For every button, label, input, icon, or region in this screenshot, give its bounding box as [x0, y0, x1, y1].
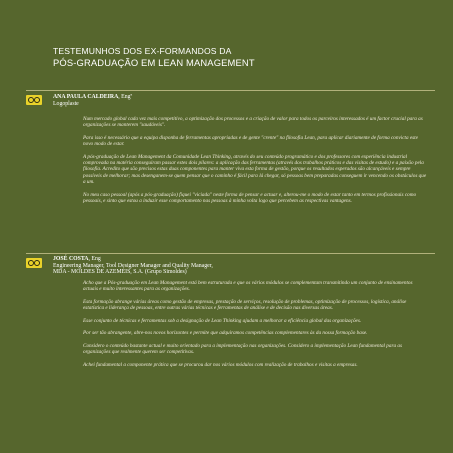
title-line-1: TESTEMUNHOS DOS EX-FORMANDOS DA	[53, 46, 232, 56]
title-line-2: PÓS-GRADUAÇÃO EM LEAN MANAGEMENT	[53, 57, 255, 68]
mask-icon	[26, 258, 42, 268]
author-company: MDA - MOLDES DE AZEMÉIS, S.A. (Grupo Simoldes)	[53, 269, 187, 276]
testimonial-paragraph: Considero o conteúdo bastante actual e muito orientado para a implementação nas organizações. Considero a implementação Lean fundamental para as organizações que realmente querem ser competitivas.	[83, 342, 403, 356]
testimonial-body	[83, 280, 428, 374]
testimonial-paragraph: Por ser tão abrangente, abre-nos novos horizontes e permite que adquiramos competências complementares às da nossa formação base.	[83, 330, 368, 337]
testimonial-paragraph: Acho que a Pós-graduação em Lean Management está bem estruturada e que os vários módulos se complementam transmitindo um conjunto de ensinamentos actuais e muito interessantes para as organizações.	[83, 280, 413, 293]
testimonial-paragraph: Num mercado global cada vez mais competitivo, a optimização dos processos e a criação de valor para todos os parceiros interessados é um factor crucial para as organizações se manterem "saudáveis".	[83, 116, 423, 129]
testimonial-paragraph: Achei fundamental a componente prática que se procurou dar nos vários módulos com realização de trabalhos e visitas a empresas.	[83, 361, 358, 368]
testimonial-paragraph: No meu caso pessoal (após a pós-graduação) fiquei "viciada" neste forma de pensar e actuar e, alterou-me o modo de estar tanto em termos profissionais como pessoais, e sinto que estou a induzir esse comportamento nas pessoas à minha volta logo que percebem as respectivas vantagens.	[83, 191, 417, 204]
mask-icon	[26, 95, 42, 105]
author-name: ANA PAULA CALDEIRA	[53, 94, 119, 100]
testimonial-paragraph: Para isso é necessário que a equipa disponha de ferramentas apropriadas e de gente "crente" na filosofia Lean, para aplicar diariamente de forma convicta este novo modo de estar.	[83, 134, 418, 148]
testimonial-paragraph: A pós-graduação de Lean Management da Comunidade Lean Thinking, através do seu conteúdo programático e dos professores com experiência industrial comprovada na matéria conseguiram passar estes dois pilares: a aplicação das ferramentas (através dos trabalhos práticos e das visitas de estudo) e a paixão pela filosofia. Acredito que são precisos estas duas componentes para manter viva esta forma de gestão, porque os resultados esperados são alcançáveis e sempre possíveis de melhorar; mas desenganem-se quem pensar que o caminho é fácil para lá chegar, só pessoas bem preparadas conseguem ir vencendo os obstáculos que a um.	[83, 153, 427, 186]
author-name: JOSÉ COSTA	[53, 256, 89, 262]
testimonial-paragraph: Esse conjunto de técnicas e ferramentas sob a designação de Lean Thinking ajudam a melhorar a eficiência global das organizações.	[83, 317, 362, 324]
testimonial-author	[53, 256, 213, 276]
testimonial-body	[83, 116, 428, 211]
author-title: , Eng	[88, 256, 101, 262]
author-company: Logoplaste	[53, 100, 79, 107]
testimonial-author	[53, 94, 132, 107]
author-title: , Engª	[118, 94, 133, 100]
testimonial-paragraph: Esta formação abrange várias áreas como gestão de empresas, prestação de serviços, resolução de problemas, optimização de processos, logística, análise estatística e liderança de pessoas, entre outras várias técnicas e ferramentas de análise e de decisão nas diversas áreas.	[83, 298, 407, 312]
section-divider	[26, 90, 435, 91]
author-role: Engineering Manager, Tool Designer Manager and Quality Manager,	[53, 262, 213, 269]
section-divider	[26, 253, 435, 254]
page-title	[53, 46, 433, 69]
